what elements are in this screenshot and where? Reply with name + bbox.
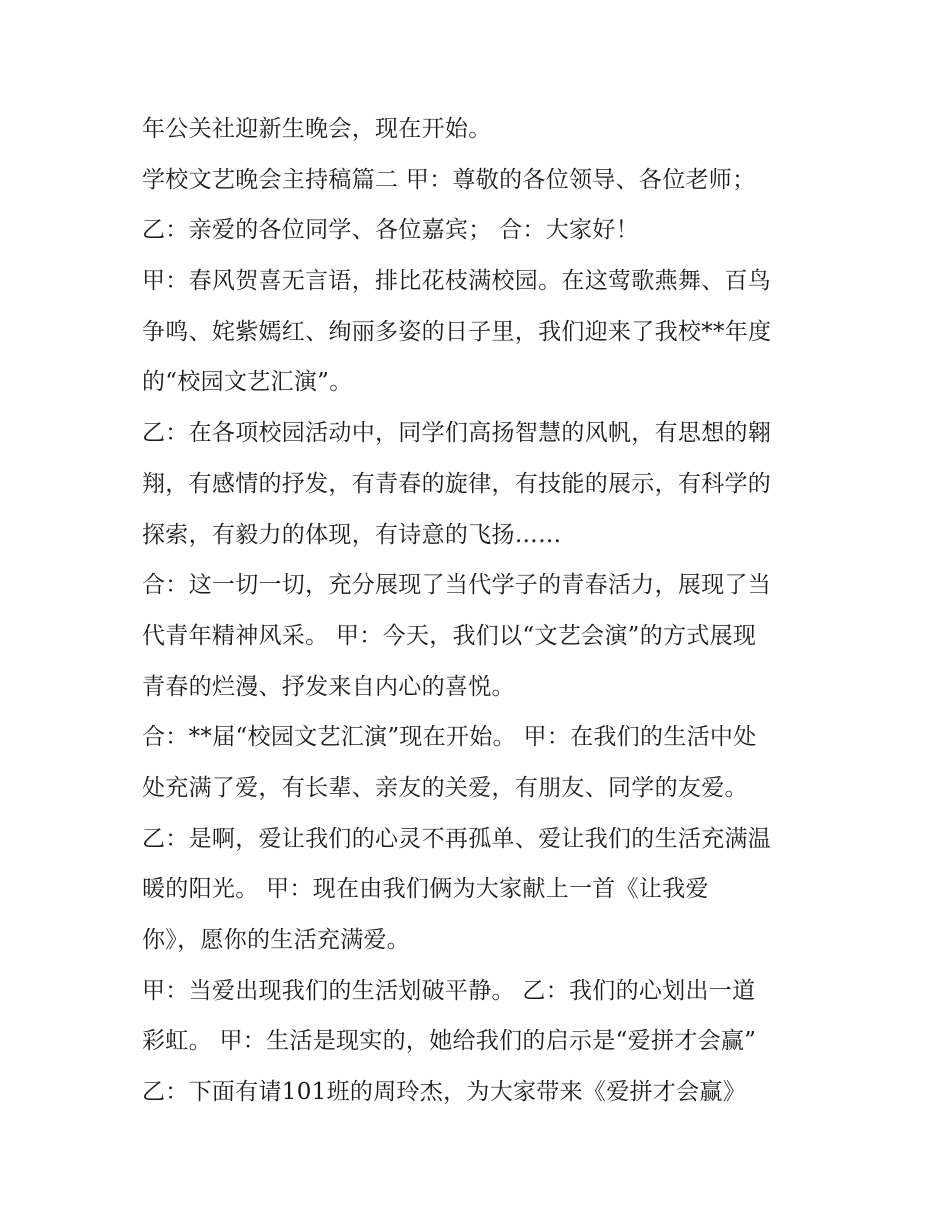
text-line: 处充满了爱，有长辈、亲友的关爱，有朋友、同学的友爱。 bbox=[142, 774, 748, 801]
text-line: 暖的阳光。 甲：现在由我们俩为大家献上一首《让我爱 bbox=[142, 876, 709, 903]
text-line: 争鸣、姹紫嫣红、绚丽多姿的日子里，我们迎来了我校**年度 bbox=[142, 318, 772, 345]
text-line: 彩虹。 甲：生活是现实的，她给我们的启示是“爱拼才会赢” bbox=[142, 1028, 757, 1055]
text-line: 的“校园文艺汇演”。 bbox=[142, 369, 353, 396]
text-line: 年公关社迎新生晚会，现在开始。 bbox=[142, 116, 492, 142]
text-line: 乙：是啊，爱让我们的心灵不再孤单、爱让我们的生活充满温 bbox=[142, 825, 772, 852]
text-line: 青春的烂漫、抒发来自内心的喜悦。 bbox=[142, 673, 515, 700]
text-line: 甲：当爱出现我们的生活划破平静。 乙：我们的心划出一道 bbox=[142, 977, 756, 1004]
text-line: 学校文艺晚会主持稿篇二 甲：尊敬的各位领导、各位老师； bbox=[142, 166, 756, 193]
text-line: 乙：亲爱的各位同学、各位嘉宾； 合：大家好！ bbox=[142, 217, 639, 244]
text-line: 合：**届“校园文艺汇演”现在开始。 甲：在我们的生活中处 bbox=[142, 724, 757, 751]
text-line: 乙：下面有请101班的周玲杰，为大家带来《爱拼才会赢》 bbox=[142, 1079, 746, 1106]
text-line: 代青年精神风采。 甲：今天，我们以“文艺会演”的方式展现 bbox=[142, 622, 757, 649]
text-line: 合：这一切一切，充分展现了当代学子的青春活力，展现了当 bbox=[142, 572, 772, 599]
text-line: 乙：在各项校园活动中，同学们高扬智慧的风帆，有思想的翱 bbox=[142, 420, 772, 447]
text-line: 翔，有感情的抒发，有青春的旋律，有技能的展示，有科学的 bbox=[142, 470, 772, 497]
text-line: 你》，愿你的生活充满爱。 bbox=[142, 927, 411, 953]
text-line: 甲：春风贺喜无言语，排比花枝满校园。在这莺歌燕舞、百鸟 bbox=[142, 268, 772, 295]
document-body bbox=[142, 104, 822, 1118]
text-line: 探索，有毅力的体现，有诗意的飞扬…… bbox=[142, 521, 562, 548]
